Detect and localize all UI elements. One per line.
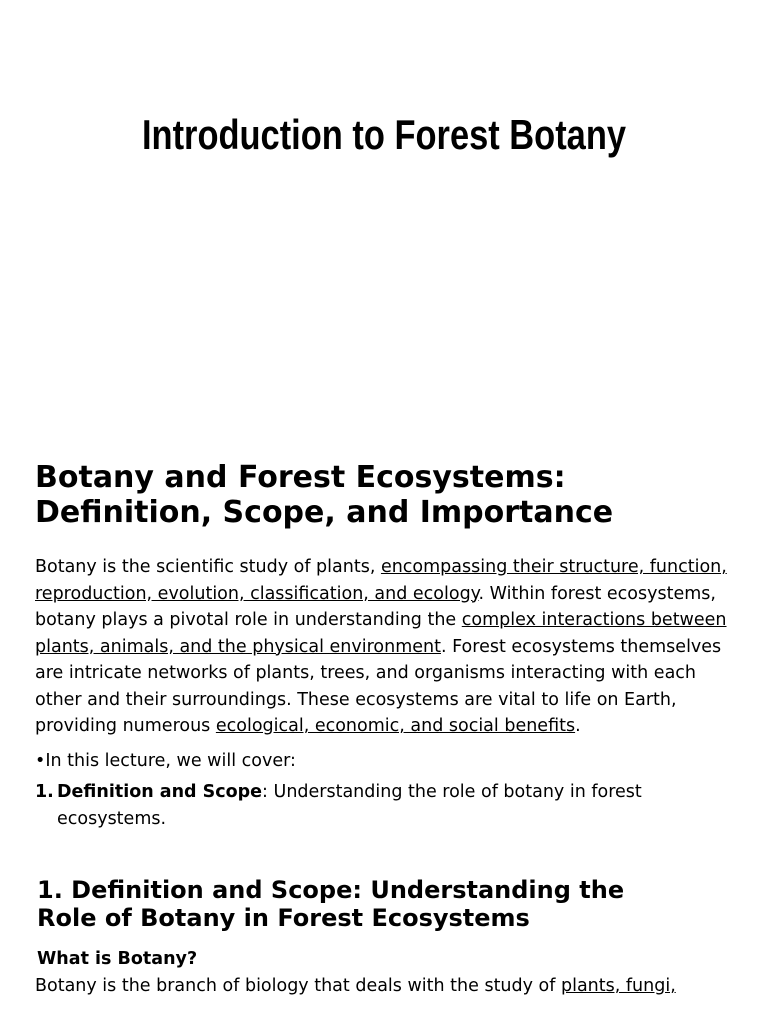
- intro-paragraph: [35, 554, 735, 740]
- subsection-heading-line-2: Role of Botany in Forest Ecosystems: [37, 904, 530, 932]
- botany-paragraph: [35, 973, 735, 1000]
- section-heading: [35, 460, 735, 530]
- list-item-text: : Understanding the role of botany in forest ecosystems.: [57, 782, 642, 829]
- intro-link-benefits[interactable]: ecological, economic, and social benefits: [215, 716, 576, 736]
- list-item-title: Definition and Scope: [57, 782, 263, 802]
- list-item-number: 1.: [35, 782, 54, 802]
- botany-link-plants[interactable]: plants, fungi,: [560, 976, 676, 996]
- botany-text-1: Botany is the branch of biology that deals with the study of: [35, 976, 561, 996]
- list-item: [35, 779, 735, 832]
- intro-link-interactions[interactable]: complex interactions between plants, animals, and the physical environment: [35, 610, 727, 657]
- page-title: Introduction to Forest Botany: [141, 111, 627, 158]
- topics-list: [35, 779, 735, 832]
- intro-text-1: Botany is the scientific study of plants,: [35, 557, 381, 577]
- section-heading-line-2: Definition, Scope, and Importance: [35, 495, 614, 530]
- what-is-botany-heading: What is Botany?: [37, 949, 198, 969]
- document-content: [35, 460, 735, 1000]
- intro-text-2: . Within forest ecosystems, botany plays a pivotal role in understanding the: [35, 583, 716, 630]
- cover-bullet: •In this lecture, we will cover:: [35, 750, 296, 771]
- intro-text-3: . Forest ecosystems themselves are intricate networks of plants, trees, and organisms interacting with each other and their surroundings. These ecosystems are vital to life on Earth, providing numerous: [35, 636, 722, 736]
- subsection-heading-line-1: 1. Definition and Scope: Understanding the: [37, 876, 625, 904]
- section-heading-line-1: Botany and Forest Ecosystems:: [35, 460, 566, 495]
- intro-link-structure[interactable]: encompassing their structure, function, reproduction, evolution, classification, and ecology: [35, 557, 727, 604]
- subsection-heading: [37, 876, 735, 932]
- intro-text-4: .: [575, 716, 581, 736]
